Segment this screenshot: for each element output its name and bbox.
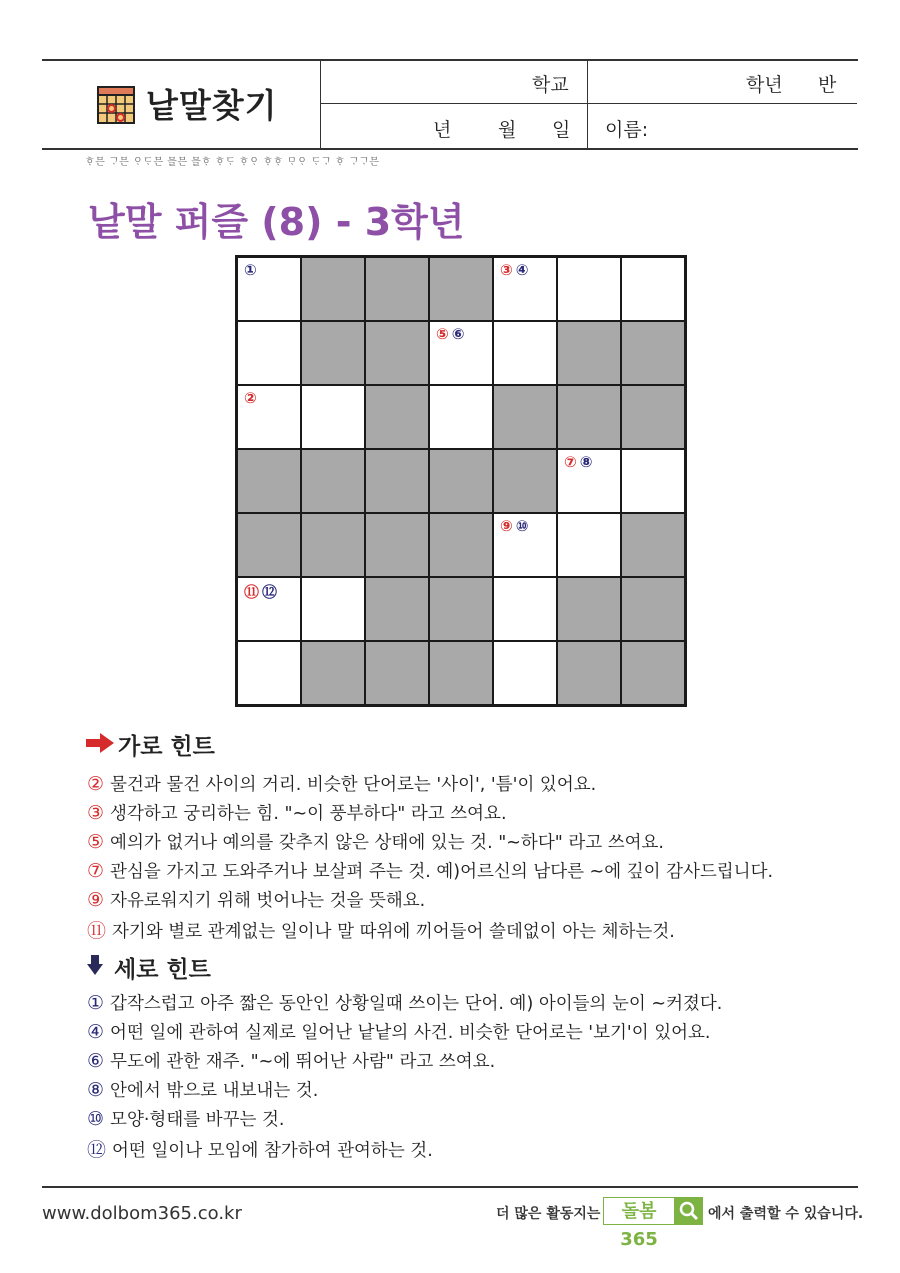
clue-number: ⑥ <box>87 1050 105 1072</box>
clue-number-label <box>436 325 464 343</box>
search-icon[interactable] <box>675 1197 703 1225</box>
answer-cell[interactable] <box>493 641 557 705</box>
blocked-cell <box>365 321 429 385</box>
clue-text: 무도에 관한 재주. "~에 뛰어난 사람" 라고 쓰여요. <box>110 1052 496 1072</box>
clue-item <box>87 829 664 854</box>
answer-cell[interactable] <box>557 513 621 577</box>
answer-cell[interactable] <box>301 577 365 641</box>
blocked-cell <box>237 513 301 577</box>
blocked-cell <box>557 321 621 385</box>
answer-cell[interactable] <box>557 257 621 321</box>
blocked-cell <box>429 257 493 321</box>
blocked-cell <box>429 641 493 705</box>
clue-item <box>87 1019 710 1044</box>
clue-number: ① <box>87 992 105 1014</box>
answer-cell[interactable] <box>621 449 685 513</box>
across-number: ② <box>244 389 257 407</box>
clue-number: ② <box>87 773 105 795</box>
clue-item <box>87 1077 318 1102</box>
clue-item <box>87 887 425 912</box>
grade-label: 학년 <box>746 74 783 96</box>
clue-number: ⑤ <box>87 831 105 853</box>
blocked-cell <box>557 577 621 641</box>
crossword-grid <box>235 255 687 707</box>
down-number: ⑥ <box>451 325 465 343</box>
clue-text: 관심을 가지고 도와주거나 보살펴 주는 것. 예)어르신의 남다른 ~에 깊이 감사드립니다. <box>110 862 774 882</box>
brand-number: 365 <box>620 1229 658 1250</box>
blocked-cell <box>301 513 365 577</box>
clue-number-label <box>564 453 592 471</box>
clue-number-label <box>500 517 528 535</box>
clue-text: 자기와 별로 관계없는 일이나 말 따위에 끼어들어 쓸데없이 아는 체하는것. <box>112 922 675 942</box>
down-number: ④ <box>515 261 529 279</box>
clue-item <box>87 916 675 943</box>
clue-number: ⑩ <box>87 1108 105 1130</box>
clue-text: 안에서 밖으로 내보내는 것. <box>110 1081 319 1101</box>
website-link[interactable]: www.dolbom365.co.kr <box>42 1203 242 1224</box>
down-number: ⑩ <box>515 517 529 535</box>
clue-text: 예의가 없거나 예의를 갖추지 않은 상태에 있는 것. "~하다" 라고 쓰여요. <box>110 833 664 853</box>
blocked-cell <box>493 385 557 449</box>
answer-cell[interactable] <box>301 385 365 449</box>
answer-cell[interactable] <box>237 577 301 641</box>
blocked-cell <box>365 257 429 321</box>
blocked-cell <box>365 449 429 513</box>
name-label: 이름: <box>605 119 649 141</box>
header-divider <box>320 60 321 149</box>
more-activities-text: 더 많은 활동지는 <box>496 1206 601 1222</box>
clue-text: 어떤 일이나 모임에 참가하여 관여하는 것. <box>112 1141 433 1161</box>
blocked-cell <box>557 385 621 449</box>
class-label: 반 <box>818 74 837 96</box>
clue-number: ④ <box>87 1021 105 1043</box>
across-number: ⑨ <box>500 517 513 535</box>
year-label: 년 <box>433 119 452 141</box>
clue-item <box>87 1048 495 1073</box>
clue-number: ③ <box>87 802 105 824</box>
clue-text: 자유로워지기 위해 벗어나는 것을 뜻해요. <box>110 891 426 911</box>
across-heading: 가로 힌트 <box>118 734 215 760</box>
blocked-cell <box>621 513 685 577</box>
blocked-cell <box>301 449 365 513</box>
answer-cell[interactable] <box>493 577 557 641</box>
clue-item <box>87 990 722 1015</box>
print-text: 에서 출력할 수 있습니다. <box>708 1206 864 1222</box>
clue-number-label <box>244 261 257 279</box>
blocked-cell <box>621 641 685 705</box>
clue-number-label <box>244 389 260 407</box>
answer-cell[interactable] <box>493 321 557 385</box>
clue-item <box>87 800 507 825</box>
clue-text: 생각하고 궁리하는 힘. "~이 풍부하다" 라고 쓰여요. <box>110 804 507 824</box>
clue-number: ⑧ <box>87 1079 105 1101</box>
tagline: ᄒᆞ믄 ᄀᆞ믄 ᄋᆞᄃᆞ믄 믈믄 믈ᄒᆞ ᄒᆞᄃᆞ ᄒᆞᄋᆞ ᄒᆞᄒᆞ ᄆᆞᄋᆞ ᄃᆞᄀᆞ ᄒᆞ ᄀᆞᄀᆞ믄 <box>85 157 380 168</box>
blocked-cell <box>365 641 429 705</box>
across-number: ⑦ <box>564 453 577 471</box>
brand-name: 돌봄 <box>621 1201 657 1222</box>
calendar-grid-icon <box>97 86 135 124</box>
blocked-cell <box>365 385 429 449</box>
worksheet-type-title: 낱말찾기 <box>146 86 278 125</box>
blocked-cell <box>301 321 365 385</box>
answer-cell[interactable] <box>493 257 557 321</box>
brand-logo[interactable] <box>603 1197 675 1250</box>
arrow-right-icon <box>86 733 114 753</box>
blocked-cell <box>621 385 685 449</box>
answer-cell[interactable] <box>429 321 493 385</box>
blocked-cell <box>429 449 493 513</box>
clue-number-label <box>500 261 528 279</box>
answer-cell[interactable] <box>237 641 301 705</box>
blocked-cell <box>493 449 557 513</box>
answer-cell[interactable] <box>493 513 557 577</box>
clue-text: 모양·형태를 바꾸는 것. <box>110 1110 285 1130</box>
answer-cell[interactable] <box>429 385 493 449</box>
clue-item <box>87 858 773 883</box>
blocked-cell <box>237 449 301 513</box>
down-number: ① <box>244 261 257 279</box>
header-mid-line <box>320 103 857 104</box>
page-title: 낱말 퍼즐 (8) - 3학년 <box>88 200 465 244</box>
blocked-cell <box>557 641 621 705</box>
blocked-cell <box>621 577 685 641</box>
blocked-cell <box>365 577 429 641</box>
blocked-cell <box>365 513 429 577</box>
header-bottom-border <box>42 148 858 150</box>
clue-item <box>87 771 596 796</box>
clue-number: ⑫ <box>87 1139 107 1161</box>
footer-border <box>42 1186 858 1188</box>
clue-text: 어떤 일에 관하여 실제로 일어난 낱낱의 사건. 비슷한 단어로는 '보기'이 있어요. <box>110 1023 711 1043</box>
blocked-cell <box>301 641 365 705</box>
school-label: 학교 <box>532 74 569 96</box>
month-label: 월 <box>498 119 517 141</box>
down-number: ⑧ <box>579 453 593 471</box>
clue-number: ⑪ <box>87 920 107 942</box>
down-number: ⑫ <box>262 583 278 601</box>
clue-item <box>87 1135 433 1162</box>
clue-number-label <box>244 581 277 602</box>
across-number: ⑤ <box>436 325 449 343</box>
answer-cell[interactable] <box>237 385 301 449</box>
across-number: ③ <box>500 261 513 279</box>
answer-cell[interactable] <box>621 257 685 321</box>
clue-item <box>87 1106 284 1131</box>
answer-cell[interactable] <box>237 321 301 385</box>
down-heading: 세로 힌트 <box>114 957 211 983</box>
clue-number: ⑨ <box>87 889 105 911</box>
header-divider <box>587 60 588 149</box>
answer-cell[interactable] <box>557 449 621 513</box>
answer-cell[interactable] <box>237 257 301 321</box>
day-label: 일 <box>552 119 571 141</box>
clue-text: 갑작스럽고 아주 짧은 동안인 상황일때 쓰이는 단어. 예) 아이들의 눈이 ~커졌다. <box>110 994 723 1014</box>
blocked-cell <box>429 577 493 641</box>
arrow-down-icon <box>87 955 103 975</box>
clue-text: 물건과 물건 사이의 거리. 비슷한 단어로는 '사이', '틈'이 있어요. <box>110 775 597 795</box>
header-top-border <box>42 59 858 61</box>
blocked-cell <box>301 257 365 321</box>
across-number: ⑪ <box>244 583 260 601</box>
blocked-cell <box>621 321 685 385</box>
blocked-cell <box>429 513 493 577</box>
clue-number: ⑦ <box>87 860 105 882</box>
